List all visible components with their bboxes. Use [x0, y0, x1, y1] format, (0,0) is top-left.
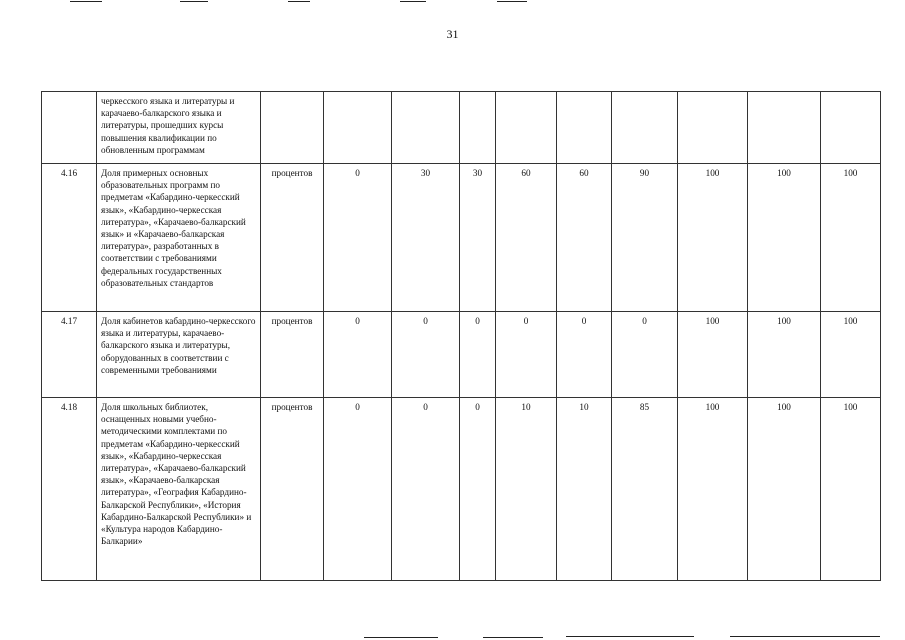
scan-artifact-line: [730, 636, 880, 637]
value-cell: [460, 92, 496, 164]
value-cell: 30: [460, 164, 496, 312]
page-number: 31: [446, 27, 459, 41]
value-cell: 10: [557, 398, 612, 581]
scan-artifact-line: [566, 636, 694, 637]
value-cell: [496, 92, 557, 164]
value-cell: 100: [748, 312, 821, 398]
value-cell: 100: [821, 398, 881, 581]
value-cell: [821, 92, 881, 164]
scan-artifact-line: [483, 637, 543, 638]
value-cell: [392, 92, 460, 164]
scan-artifact-line: [70, 1, 102, 2]
indicator-description-cell: черкесского языка и литературы и карачаево-балкарского языка и литературы, прошедших курсы повышения квалификации по обновленным программам: [97, 92, 261, 164]
unit-cell: процентов: [261, 398, 324, 581]
value-cell: 0: [557, 312, 612, 398]
value-cell: 60: [557, 164, 612, 312]
indicator-description-cell: Доля школьных библиотек, оснащенных новыми учебно-методическими комплектами по предметам «Кабардино-черкесский язык», «Кабардино-черкесская литература», «Карачаево-балкарский язык», «Карачаево-балкарская литература», «География Кабардино-Балкарской Республики», «История Кабардино-Балкарской Республики» и «Культура народов Кабардино-Балкарии»: [97, 398, 261, 581]
scan-artifact-line: [400, 1, 426, 2]
value-cell: 30: [392, 164, 460, 312]
row-number-cell: 4.18: [42, 398, 97, 581]
unit-cell: [261, 92, 324, 164]
scan-artifact-line: [288, 1, 310, 2]
table-row: [42, 164, 881, 312]
value-cell: 100: [678, 398, 748, 581]
value-cell: 90: [612, 164, 678, 312]
value-cell: [324, 92, 392, 164]
value-cell: [678, 92, 748, 164]
value-cell: 100: [821, 312, 881, 398]
value-cell: 10: [496, 398, 557, 581]
row-number-cell: 4.16: [42, 164, 97, 312]
scan-artifact-line: [497, 1, 527, 2]
value-cell: 0: [460, 312, 496, 398]
value-cell: 85: [612, 398, 678, 581]
value-cell: 100: [678, 312, 748, 398]
value-cell: [748, 92, 821, 164]
value-cell: 100: [748, 164, 821, 312]
value-cell: [612, 92, 678, 164]
value-cell: 0: [324, 164, 392, 312]
value-cell: 0: [324, 398, 392, 581]
value-cell: 0: [496, 312, 557, 398]
table-row: [42, 312, 881, 398]
table-row: [42, 398, 881, 581]
indicator-description-cell: Доля примерных основных образовательных программ по предметам «Кабардино-черкесский язык», «Кабардино-черкесская литература», «Карачаево-балкарский язык» и «Карачаево-балкарская литература», разработанных в соответствии с требованиями федеральных государственных образовательных стандартов: [97, 164, 261, 312]
scan-artifact-line: [180, 1, 208, 2]
value-cell: 0: [392, 398, 460, 581]
table-row: [42, 92, 881, 164]
value-cell: 0: [324, 312, 392, 398]
unit-cell: процентов: [261, 312, 324, 398]
value-cell: 0: [612, 312, 678, 398]
indicator-description-cell: Доля кабинетов кабардино-черкесского языка и литературы, карачаево-балкарского языка и литературы, оборудованных в соответствии с современными требованиями: [97, 312, 261, 398]
value-cell: 0: [392, 312, 460, 398]
value-cell: 100: [821, 164, 881, 312]
indicator-table: [41, 91, 881, 581]
value-cell: 100: [678, 164, 748, 312]
unit-cell: процентов: [261, 164, 324, 312]
value-cell: 60: [496, 164, 557, 312]
value-cell: [557, 92, 612, 164]
row-number-cell: [42, 92, 97, 164]
row-number-cell: 4.17: [42, 312, 97, 398]
scan-artifact-line: [364, 637, 438, 638]
value-cell: 100: [748, 398, 821, 581]
value-cell: 0: [460, 398, 496, 581]
